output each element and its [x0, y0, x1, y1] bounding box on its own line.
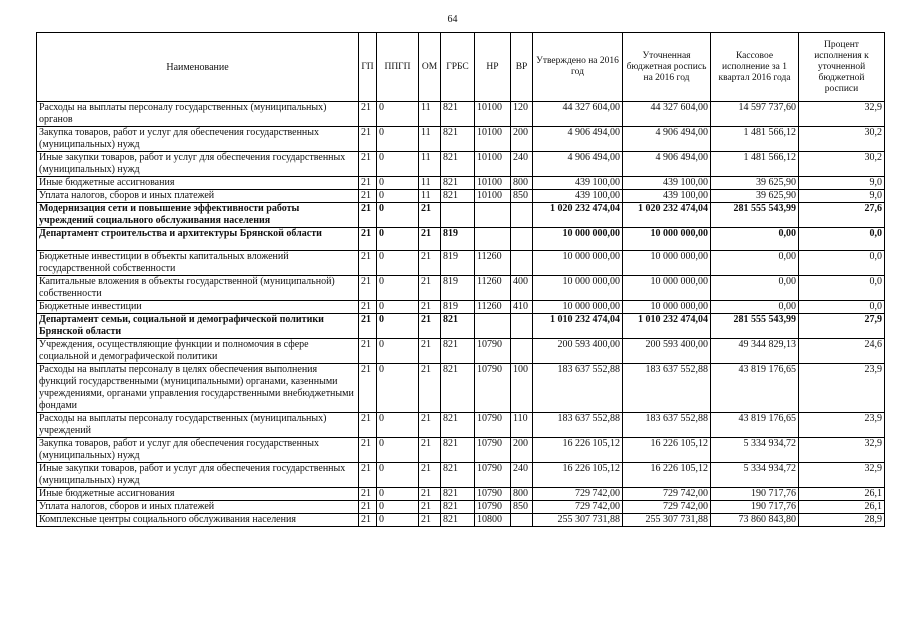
header-om: ОМ [419, 33, 441, 102]
cell-percent: 26,1 [799, 488, 885, 501]
cell-refined: 200 593 400,00 [623, 339, 711, 364]
cell-ppgp: 0 [377, 251, 419, 276]
cell-cash: 1 481 566,12 [711, 127, 799, 152]
cell-cash: 43 819 176,65 [711, 364, 799, 413]
header-refined: Уточненная бюджетная роспись на 2016 год [623, 33, 711, 102]
cell-refined: 183 637 552,88 [623, 413, 711, 438]
cell-ppgp: 0 [377, 190, 419, 203]
cell-cash: 5 334 934,72 [711, 438, 799, 463]
cell-grbs: 821 [441, 127, 475, 152]
cell-np: 10790 [475, 438, 511, 463]
cell-name: Закупка товаров, работ и услуг для обеспечения государственных (муниципальных) нужд [37, 438, 359, 463]
table-row [37, 177, 885, 190]
cell-ppgp: 0 [377, 102, 419, 127]
cell-cash: 0,00 [711, 228, 799, 251]
cell-name: Департамент строительства и архитектуры Брянской области [37, 228, 359, 251]
cell-gp: 21 [359, 127, 377, 152]
cell-om: 11 [419, 177, 441, 190]
cell-np: 11260 [475, 251, 511, 276]
cell-np: 10100 [475, 102, 511, 127]
cell-approved: 44 327 604,00 [533, 102, 623, 127]
cell-om: 21 [419, 276, 441, 301]
cell-cash: 0,00 [711, 251, 799, 276]
cell-name: Иные закупки товаров, работ и услуг для обеспечения государственных (муниципальных) нужд [37, 152, 359, 177]
cell-ppgp: 0 [377, 438, 419, 463]
cell-approved: 183 637 552,88 [533, 364, 623, 413]
cell-np: 10790 [475, 501, 511, 514]
cell-ppgp: 0 [377, 177, 419, 190]
cell-np: 10790 [475, 463, 511, 488]
cell-np [475, 228, 511, 251]
table-row [37, 339, 885, 364]
cell-ppgp: 0 [377, 501, 419, 514]
cell-cash: 39 625,90 [711, 177, 799, 190]
cell-cash: 1 481 566,12 [711, 152, 799, 177]
budget-table [36, 32, 885, 527]
cell-name: Уплата налогов, сборов и иных платежей [37, 190, 359, 203]
cell-gp: 21 [359, 463, 377, 488]
cell-cash: 190 717,76 [711, 488, 799, 501]
cell-gp: 21 [359, 190, 377, 203]
cell-approved: 10 000 000,00 [533, 301, 623, 314]
header-vr: ВР [511, 33, 533, 102]
cell-om: 21 [419, 251, 441, 276]
cell-grbs: 821 [441, 152, 475, 177]
cell-refined: 729 742,00 [623, 488, 711, 501]
cell-percent: 23,9 [799, 413, 885, 438]
cell-percent: 27,9 [799, 314, 885, 339]
cell-approved: 439 100,00 [533, 190, 623, 203]
cell-om: 21 [419, 339, 441, 364]
cell-grbs: 821 [441, 463, 475, 488]
cell-percent: 24,6 [799, 339, 885, 364]
cell-gp: 21 [359, 314, 377, 339]
cell-name: Иные закупки товаров, работ и услуг для обеспечения государственных (муниципальных) нужд [37, 463, 359, 488]
header-np: НР [475, 33, 511, 102]
cell-refined: 1 020 232 474,04 [623, 203, 711, 228]
header-gp: ГП [359, 33, 377, 102]
header-percent: Процент исполнения к уточненной бюджетной росписи [799, 33, 885, 102]
cell-om: 11 [419, 127, 441, 152]
table-row [37, 514, 885, 527]
cell-vr: 200 [511, 127, 533, 152]
cell-grbs: 821 [441, 190, 475, 203]
cell-ppgp: 0 [377, 228, 419, 251]
cell-refined: 4 906 494,00 [623, 127, 711, 152]
cell-cash: 14 597 737,60 [711, 102, 799, 127]
table-body [37, 102, 885, 527]
cell-np [475, 314, 511, 339]
cell-vr [511, 203, 533, 228]
cell-ppgp: 0 [377, 514, 419, 527]
cell-om: 21 [419, 314, 441, 339]
cell-grbs: 819 [441, 228, 475, 251]
cell-om: 11 [419, 152, 441, 177]
cell-percent: 9,0 [799, 177, 885, 190]
cell-refined: 1 010 232 474,04 [623, 314, 711, 339]
cell-cash: 281 555 543,99 [711, 203, 799, 228]
cell-percent: 0,0 [799, 276, 885, 301]
cell-approved: 4 906 494,00 [533, 127, 623, 152]
cell-name: Бюджетные инвестиции в объекты капитальных вложений государственной собственности [37, 251, 359, 276]
cell-ppgp: 0 [377, 364, 419, 413]
cell-gp: 21 [359, 203, 377, 228]
cell-name: Комплексные центры социального обслуживания населения [37, 514, 359, 527]
cell-refined: 10 000 000,00 [623, 276, 711, 301]
cell-np: 10790 [475, 364, 511, 413]
cell-gp: 21 [359, 102, 377, 127]
cell-om: 11 [419, 102, 441, 127]
cell-np: 11260 [475, 276, 511, 301]
cell-name: Иные бюджетные ассигнования [37, 488, 359, 501]
cell-refined: 16 226 105,12 [623, 438, 711, 463]
cell-approved: 255 307 731,88 [533, 514, 623, 527]
cell-ppgp: 0 [377, 152, 419, 177]
cell-cash: 39 625,90 [711, 190, 799, 203]
cell-approved: 439 100,00 [533, 177, 623, 190]
cell-approved: 4 906 494,00 [533, 152, 623, 177]
cell-refined: 439 100,00 [623, 190, 711, 203]
cell-vr [511, 514, 533, 527]
cell-ppgp: 0 [377, 314, 419, 339]
cell-om: 21 [419, 438, 441, 463]
cell-percent: 32,9 [799, 102, 885, 127]
cell-approved: 16 226 105,12 [533, 438, 623, 463]
cell-name: Уплата налогов, сборов и иных платежей [37, 501, 359, 514]
table-row [37, 203, 885, 228]
cell-percent: 0,0 [799, 228, 885, 251]
cell-percent: 30,2 [799, 152, 885, 177]
cell-np: 10790 [475, 413, 511, 438]
cell-percent: 32,9 [799, 438, 885, 463]
cell-approved: 10 000 000,00 [533, 228, 623, 251]
table-row [37, 251, 885, 276]
cell-om: 21 [419, 364, 441, 413]
cell-vr: 850 [511, 190, 533, 203]
cell-name: Расходы на выплаты персоналу государственных (муниципальных) органов [37, 102, 359, 127]
cell-vr [511, 251, 533, 276]
cell-np: 10100 [475, 190, 511, 203]
cell-refined: 439 100,00 [623, 177, 711, 190]
header-name: Наименование [37, 33, 359, 102]
table-row [37, 127, 885, 152]
cell-gp: 21 [359, 514, 377, 527]
cell-refined: 10 000 000,00 [623, 251, 711, 276]
cell-np: 10100 [475, 177, 511, 190]
page-number: 64 [447, 14, 458, 25]
cell-vr: 410 [511, 301, 533, 314]
table-header-row [37, 33, 885, 102]
table-row [37, 102, 885, 127]
cell-ppgp: 0 [377, 276, 419, 301]
header-approved: Утверждено на 2016 год [533, 33, 623, 102]
cell-vr: 120 [511, 102, 533, 127]
cell-name: Иные бюджетные ассигнования [37, 177, 359, 190]
cell-vr [511, 339, 533, 364]
cell-grbs: 821 [441, 177, 475, 190]
table-row [37, 228, 885, 251]
cell-grbs: 821 [441, 339, 475, 364]
cell-ppgp: 0 [377, 301, 419, 314]
cell-name: Расходы на выплаты персоналу государственных (муниципальных) учреждений [37, 413, 359, 438]
table-row [37, 301, 885, 314]
cell-vr: 110 [511, 413, 533, 438]
cell-percent: 27,6 [799, 203, 885, 228]
cell-approved: 1 020 232 474,04 [533, 203, 623, 228]
table-row [37, 152, 885, 177]
cell-gp: 21 [359, 501, 377, 514]
cell-om: 21 [419, 301, 441, 314]
cell-vr: 240 [511, 152, 533, 177]
cell-om: 21 [419, 488, 441, 501]
cell-grbs: 821 [441, 102, 475, 127]
cell-percent: 26,1 [799, 501, 885, 514]
table-row [37, 413, 885, 438]
table-row [37, 438, 885, 463]
cell-percent: 0,0 [799, 301, 885, 314]
cell-cash: 0,00 [711, 276, 799, 301]
cell-name: Департамент семьи, социальной и демографической политики Брянской области [37, 314, 359, 339]
cell-grbs: 821 [441, 314, 475, 339]
cell-grbs [441, 203, 475, 228]
cell-percent: 9,0 [799, 190, 885, 203]
cell-cash: 49 344 829,13 [711, 339, 799, 364]
cell-approved: 729 742,00 [533, 488, 623, 501]
cell-grbs: 821 [441, 438, 475, 463]
table-row [37, 488, 885, 501]
cell-gp: 21 [359, 438, 377, 463]
cell-grbs: 821 [441, 514, 475, 527]
cell-gp: 21 [359, 251, 377, 276]
cell-refined: 16 226 105,12 [623, 463, 711, 488]
cell-cash: 43 819 176,65 [711, 413, 799, 438]
cell-approved: 1 010 232 474,04 [533, 314, 623, 339]
cell-grbs: 819 [441, 251, 475, 276]
cell-om: 21 [419, 203, 441, 228]
header-grbs: ГРБС [441, 33, 475, 102]
cell-gp: 21 [359, 276, 377, 301]
cell-approved: 10 000 000,00 [533, 251, 623, 276]
cell-percent: 28,9 [799, 514, 885, 527]
cell-approved: 729 742,00 [533, 501, 623, 514]
table-row [37, 190, 885, 203]
cell-grbs: 819 [441, 301, 475, 314]
cell-np: 11260 [475, 301, 511, 314]
cell-grbs: 821 [441, 488, 475, 501]
cell-vr: 400 [511, 276, 533, 301]
cell-name: Модернизация сети и повышение эффективности работы учреждений социального обслуживания населения [37, 203, 359, 228]
cell-percent: 30,2 [799, 127, 885, 152]
cell-ppgp: 0 [377, 203, 419, 228]
cell-name: Капитальные вложения в объекты государственной (муниципальной) собственности [37, 276, 359, 301]
cell-ppgp: 0 [377, 339, 419, 364]
cell-om: 21 [419, 413, 441, 438]
cell-approved: 10 000 000,00 [533, 276, 623, 301]
cell-refined: 255 307 731,88 [623, 514, 711, 527]
cell-gp: 21 [359, 488, 377, 501]
cell-np: 10100 [475, 127, 511, 152]
cell-name: Закупка товаров, работ и услуг для обеспечения государственных (муниципальных) нужд [37, 127, 359, 152]
table-row [37, 364, 885, 413]
cell-percent: 23,9 [799, 364, 885, 413]
cell-ppgp: 0 [377, 413, 419, 438]
cell-np: 10100 [475, 152, 511, 177]
cell-vr: 200 [511, 438, 533, 463]
cell-percent: 32,9 [799, 463, 885, 488]
cell-cash: 73 860 843,80 [711, 514, 799, 527]
cell-ppgp: 0 [377, 127, 419, 152]
cell-vr: 800 [511, 488, 533, 501]
cell-grbs: 821 [441, 413, 475, 438]
header-ppgp: ППГП [377, 33, 419, 102]
cell-refined: 10 000 000,00 [623, 301, 711, 314]
cell-ppgp: 0 [377, 488, 419, 501]
cell-cash: 190 717,76 [711, 501, 799, 514]
cell-om: 21 [419, 463, 441, 488]
cell-name: Учреждения, осуществляющие функции и полномочия в сфере социальной и демографической политики [37, 339, 359, 364]
cell-om: 21 [419, 514, 441, 527]
cell-cash: 5 334 934,72 [711, 463, 799, 488]
cell-vr: 850 [511, 501, 533, 514]
cell-gp: 21 [359, 177, 377, 190]
cell-name: Бюджетные инвестиции [37, 301, 359, 314]
cell-refined: 729 742,00 [623, 501, 711, 514]
cell-om: 21 [419, 228, 441, 251]
cell-vr [511, 228, 533, 251]
cell-om: 11 [419, 190, 441, 203]
header-cash: Кассовое исполнение за 1 квартал 2016 года [711, 33, 799, 102]
cell-name: Расходы на выплаты персоналу в целях обеспечения выполнения функций государственными (муниципальными) органами, казенными учреждениями, органами управления государственными внебюджетными фондами [37, 364, 359, 413]
cell-refined: 183 637 552,88 [623, 364, 711, 413]
cell-gp: 21 [359, 413, 377, 438]
table-row [37, 501, 885, 514]
cell-np: 10790 [475, 339, 511, 364]
cell-vr [511, 314, 533, 339]
cell-approved: 16 226 105,12 [533, 463, 623, 488]
cell-ppgp: 0 [377, 463, 419, 488]
table-row [37, 463, 885, 488]
cell-refined: 44 327 604,00 [623, 102, 711, 127]
cell-gp: 21 [359, 339, 377, 364]
cell-gp: 21 [359, 301, 377, 314]
cell-cash: 281 555 543,99 [711, 314, 799, 339]
cell-vr: 100 [511, 364, 533, 413]
cell-vr: 240 [511, 463, 533, 488]
cell-gp: 21 [359, 152, 377, 177]
cell-refined: 4 906 494,00 [623, 152, 711, 177]
cell-gp: 21 [359, 228, 377, 251]
cell-approved: 183 637 552,88 [533, 413, 623, 438]
cell-np: 10790 [475, 488, 511, 501]
cell-grbs: 821 [441, 364, 475, 413]
cell-gp: 21 [359, 364, 377, 413]
cell-approved: 200 593 400,00 [533, 339, 623, 364]
cell-cash: 0,00 [711, 301, 799, 314]
cell-grbs: 819 [441, 276, 475, 301]
table-row [37, 276, 885, 301]
cell-om: 21 [419, 501, 441, 514]
cell-vr: 800 [511, 177, 533, 190]
cell-np [475, 203, 511, 228]
table-row [37, 314, 885, 339]
cell-grbs: 821 [441, 501, 475, 514]
cell-percent: 0,0 [799, 251, 885, 276]
cell-refined: 10 000 000,00 [623, 228, 711, 251]
cell-np: 10800 [475, 514, 511, 527]
